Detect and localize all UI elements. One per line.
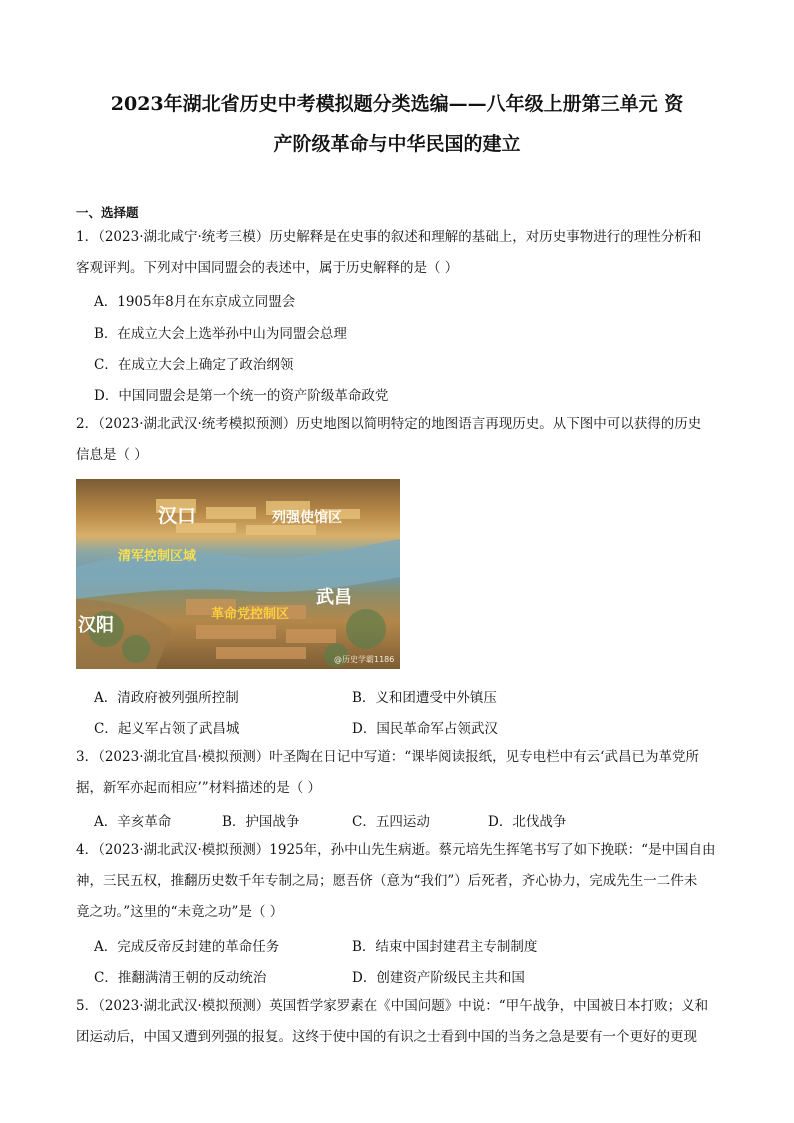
question-5 — [76, 991, 720, 1053]
option-d: D．国民革命军占领武汉 — [352, 721, 498, 737]
label-wuchang: 武昌 — [316, 587, 352, 608]
label-hankou: 汉口 — [158, 505, 197, 527]
document-title — [60, 84, 734, 164]
option-b: B．护国战争 — [222, 814, 300, 830]
question-2 — [76, 409, 720, 471]
option-d: D．中国同盟会是第一个统一的资产阶级革命政党 — [94, 388, 389, 404]
title-line-2: 产阶级革命与中华民国的建立 — [273, 133, 521, 155]
question-1 — [76, 222, 720, 284]
map-illustration — [76, 479, 400, 669]
option-b: B．义和团遭受中外镇压 — [352, 690, 497, 706]
option-c: C．推翻满清王朝的反动统治 — [94, 970, 267, 986]
option-b: B．在成立大会上选举孙中山为同盟会总理 — [94, 326, 347, 342]
question-text: 4．（2023·湖北武汉·模拟预测）1925年，孙中山先生病逝。蔡元培先生挥笔书写了如下挽联：“是中国自由 — [76, 842, 716, 858]
question-3 — [76, 742, 720, 804]
question-4 — [76, 835, 720, 928]
question-text: 3．（2023·湖北宜昌·模拟预测）叶圣陶在日记中写道：“课毕阅读报纸，见专电栏中有云‘武昌已为革党所 — [76, 749, 699, 765]
label-revolution-control: 革命党控制区 — [211, 607, 290, 622]
watermark: @历史学霸1186 — [334, 655, 395, 664]
option-c: C．五四运动 — [352, 814, 430, 830]
option-a: A．完成反帝反封建的革命任务 — [94, 939, 280, 955]
question-text: 信息是（ ） — [76, 447, 148, 463]
label-legation-area: 列强使馆区 — [272, 510, 342, 526]
option-a: A．清政府被列强所控制 — [94, 690, 239, 706]
question-text: 2．（2023·湖北武汉·统考模拟预测）历史地图以简明特定的地图语言再现历史。从下图中可以获得的历史 — [76, 416, 702, 432]
question-text: 1．（2023·湖北咸宁·统考三模）历史解释是在史事的叙述和理解的基础上，对历史事物进行的理性分析和 — [76, 229, 702, 245]
label-hanyang: 汉阳 — [78, 615, 114, 636]
question-text: 据，新军亦起而相应’”材料描述的是（ ） — [76, 780, 321, 796]
question-text: 5．（2023·湖北武汉·模拟预测）英国哲学家罗素在《中国问题》中说：“甲午战争，中国被日本打败；义和 — [76, 998, 709, 1014]
question-text: 神，三民五权，推翻历史数千年专制之局；愿吾侪（意为“我们”）后死者，齐心协力，完成先生一二件未 — [76, 873, 698, 889]
option-c: C．起义军占领了武昌城 — [94, 721, 240, 737]
option-c: C．在成立大会上确定了政治纲领 — [94, 357, 294, 373]
question-text: 竟之功。”这里的“未竟之功”是（ ） — [76, 904, 284, 920]
option-d: D．北伐战争 — [488, 814, 567, 830]
option-b: B．结束中国封建君主专制制度 — [352, 939, 538, 955]
option-a: A．1905年8月在东京成立同盟会 — [94, 294, 296, 310]
section-heading: 一、选择题 — [76, 205, 139, 220]
title-line-1: 2023年湖北省历史中考模拟题分类选编——八年级上册第三单元 资 — [110, 93, 684, 115]
question-text: 团运动后，中国又遭到列强的报复。这终于使中国的有识之士看到中国的当务之急是要有一个更好的更现 — [76, 1029, 697, 1045]
label-qing-control: 清军控制区域 — [118, 549, 197, 564]
historical-map-image — [76, 479, 400, 669]
question-text: 客观评判。下列对中国同盟会的表述中，属于历史解释的是（ ） — [76, 260, 459, 276]
option-d: D．创建资产阶级民主共和国 — [352, 970, 525, 986]
option-a: A．辛亥革命 — [94, 814, 172, 830]
